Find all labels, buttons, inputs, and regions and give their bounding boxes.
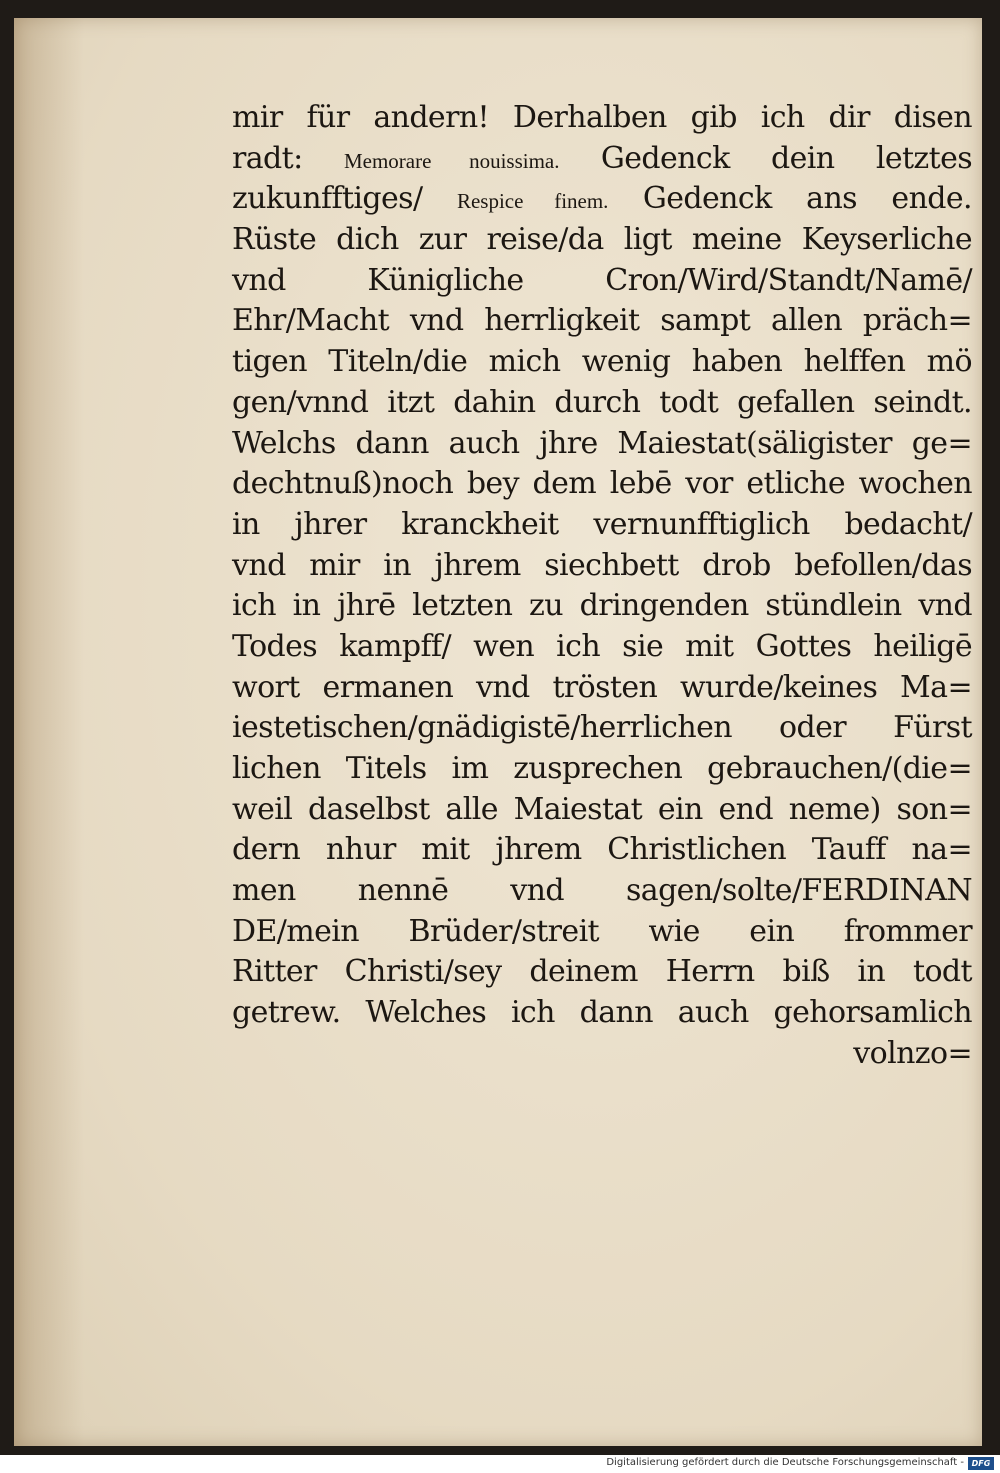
catchword: volnzo= — [853, 1035, 972, 1071]
text-line: radt: Memorare nouissima. Gedenck dein letztes — [232, 140, 973, 176]
text-line: in jhrer kranckheit vernunfftiglich bedacht/ — [232, 506, 972, 542]
text-line: wort ermanen vnd trösten wurde/keines Ma= — [232, 669, 972, 705]
footer-credit: Digitalisierung gefördert durch die Deutsche Forschungsgemeinschaft - — [606, 1457, 964, 1468]
gutter-shadow — [14, 18, 84, 1446]
text-line: dern nhur mit jhrem Christlichen Tauff na= — [232, 832, 972, 868]
text-line: men nennē vnd sagen/solte/FERDINAN — [232, 873, 972, 909]
text-line: iestetischen/gnädigistē/herrlichen oder Fürst — [232, 710, 972, 746]
text-line: Todes kampff/ wen ich sie mit Gottes heiligē — [232, 628, 972, 664]
text-line: vnd mir in jhrem siechbett drob befollen/das — [232, 547, 972, 583]
text-line: Rüste dich zur reise/da ligt meine Keyserliche — [232, 222, 972, 258]
text-line: zukunfftiges/ Respice finem. Gedenck ans ende. — [232, 181, 972, 217]
text-line: mir für andern! Derhalben gib ich dir disen — [232, 100, 972, 135]
text-line: lichen Titels im zusprechen gebrauchen/(die= — [232, 751, 972, 786]
text-line: Ehr/Macht vnd herrligkeit sampt allen präch= — [232, 303, 972, 339]
text-line: weil daselbst alle Maiestat ein end neme) son= — [232, 791, 972, 827]
text-line: vnd Künigliche Cron/Wird/Standt/Namē/ — [232, 262, 972, 298]
text-line: tigen Titeln/die mich wenig haben helffen mö — [232, 344, 972, 380]
text-line: getrew. Welches ich dann auch gehorsamlich — [232, 995, 972, 1031]
text-line: Welchs dann auch jhre Maiestat(säligister ge= — [232, 425, 972, 461]
latin-phrase: Respice finem. — [456, 189, 609, 214]
book-page — [14, 18, 982, 1446]
text-line: gen/vnnd itzt dahin durch todt gefallen seindt. — [232, 384, 972, 420]
footer-bar — [0, 1455, 1000, 1473]
text-line: DE/mein Brüder/streit wie ein frommer — [232, 913, 972, 949]
dfg-logo: DFG — [968, 1457, 994, 1470]
text-line: ich in jhrē letzten zu dringenden stündlein vnd — [232, 588, 972, 624]
latin-phrase: Memorare nouissima. — [343, 148, 560, 173]
page-text-block — [232, 98, 972, 1075]
text-line: Ritter Christi/sey deinem Herrn biß in todt — [232, 954, 972, 990]
text-line: dechtnuß)noch bey dem lebē vor etliche wochen — [232, 466, 972, 502]
